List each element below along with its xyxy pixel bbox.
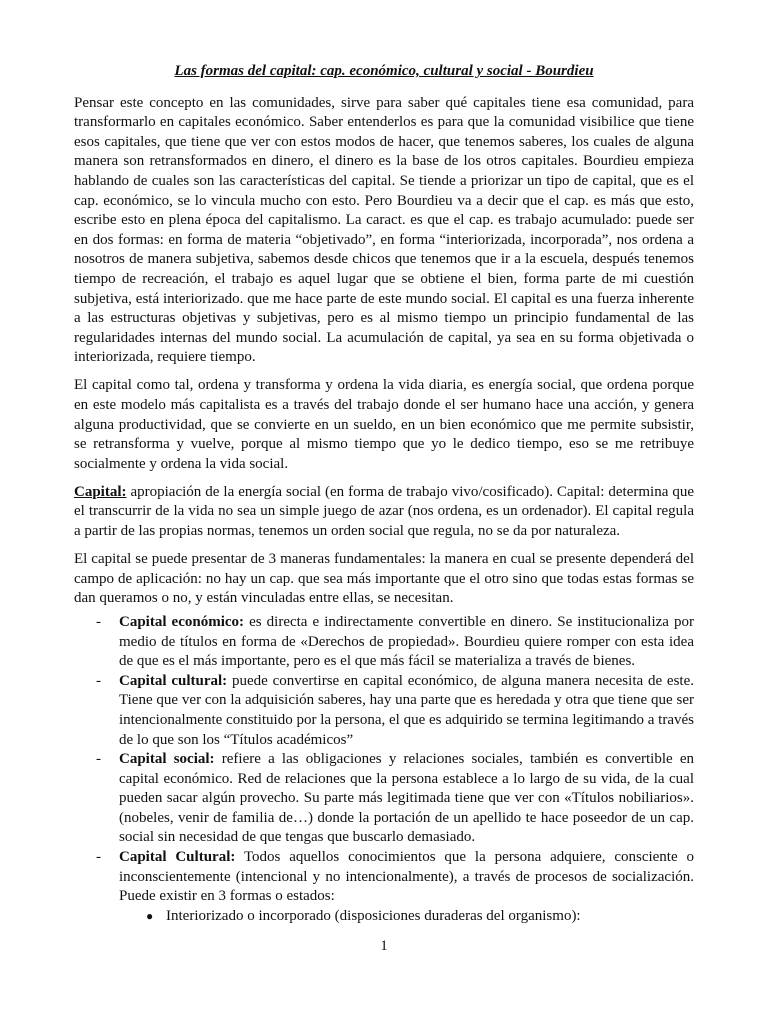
document-page: [74, 62, 694, 926]
bullet-icon: ●: [146, 908, 154, 923]
sub-list-item-text: Interiorizado o incorporado (disposiciones duraderas del organismo):: [166, 907, 581, 924]
list-item-term: Capital Cultural:: [119, 849, 236, 866]
list-dash-marker: -: [96, 849, 101, 866]
list-item-term: Capital cultural:: [119, 672, 228, 689]
list-item-cultural-capital-states: [74, 848, 694, 907]
list-dash-marker: -: [96, 751, 101, 768]
sub-list-item-interiorized: [74, 907, 694, 927]
list-item-cultural-capital: [74, 672, 694, 750]
list-item-social-capital: [74, 750, 694, 848]
page-number: 1: [380, 938, 388, 954]
definition-term: Capital:: [74, 483, 127, 500]
document-title: Las formas del capital: cap. económico, cultural y social - Bourdieu: [174, 63, 594, 79]
capital-types-list: [74, 613, 694, 907]
list-item-term: Capital económico:: [119, 613, 245, 630]
list-item-text: es directa e indirectamente convertible en dinero. Se institucionaliza por medio de títulos en forma de «Derechos de propiedad». Bourdieu quiere romper con esta idea de que es el más importante, pero es el que más fácil se materializa a través de bienes.: [119, 613, 694, 670]
list-item-text: puede convertirse en capital económico, de alguna manera necesita de este. Tiene que ver con la adquisición saberes, hay una parte que es heredada y otra que tiene que ser intencionalmente constituido por la persona, el que es adquirido se termina legitimando a través de lo que son los “Títulos académicos”: [119, 672, 694, 748]
paragraph-capital-definition: [74, 483, 694, 542]
list-item-term: Capital social:: [119, 751, 215, 768]
paragraph-three-forms: El capital se puede presentar de 3 maneras fundamentales: la manera en cual se presente dependerá del campo de aplicación: no hay un cap. que sea más importante que el otro sino que todas estas formas se dan queramos o no, y están vinculadas entre ellas, se necesitan.: [74, 551, 694, 607]
list-dash-marker: -: [96, 672, 101, 689]
paragraph-social-energy: El capital como tal, ordena y transforma y ordena la vida diaria, es energía social, que ordena porque en este modelo más capitalista es a través del trabajo donde el ser humano hace una acción, y genera alguna productividad, que se convierte en un sueldo, en un bien económico que me permite subsistir, se retransforma y vuelve, porque al mismo tiempo que yo le dedico tiempo, eso se me retribuye socialmente y ordena la vida social.: [74, 377, 694, 472]
list-item-text: refiere a las obligaciones y relaciones sociales, también es convertible en capital económico. Red de relaciones que la persona establece a lo largo de su vida, de la cual pueden sacar algún provecho. Su parte más legitimada tiene que ver con «Títulos nobiliarios». (nobeles, venir de familia de…) donde la portación de un apellido te hace poseedor de un cap. social sin necesidad de que tengas que buscarlo demasiado.: [119, 751, 694, 846]
paragraph-concept: Pensar este concepto en las comunidades, sirve para saber qué capitales tiene esa comunidad, para transformarlo en capitales económico. Saber entenderlos es para que la comunidad visibilice que tiene esos capitales, que tiene que ver con estos modos de hacer, que tenemos saberes, los cuales de alguna manera son retransformados en dinero, el dinero es la base de los otros capitales. Bourdieu empieza hablando de cuales son las características del capital. Se tiende a priorizar un tipo de capital, que es el cap. económico, se lo vincula mucho con esto. Pero Bourdieu va a decir que el cap. es más que esto, escribe esto en plena época del capitalismo. La caract. es que el cap. es trabajo acumulado: puede ser en dos formas: en forma de materia “objetivado”, en forma “interiorizada, incorporada”, nos ordena a nosotros de manera subjetiva, sabemos desde chicos que tenemos que ir a la escuela, después tenemos tiempo de recreación, el trabajo es aquel lugar que se obtiene el bien, forma parte de mi cuestión subjetiva, está interiorizado. que me hace parte de este mundo social. El capital es una fuerza inherente a las estructuras objetivas y subjetivas, pero es al mismo tiempo un principio fundamental de las regularidades internas del mundo social. La acumulación de capital, ya sea en su forma objetivada o interiorizada, requiere tiempo.: [74, 94, 694, 366]
cultural-states-list: [74, 907, 694, 927]
list-item-text: Todos aquellos conocimientos que la persona adquiere, consciente o inconscientemente (intencional y no intencionalmente), a través de procesos de socialización. Puede existir en 3 formas o estados:: [119, 849, 694, 905]
list-dash-marker: -: [96, 613, 101, 630]
list-item-economic-capital: [74, 613, 694, 672]
definition-text: apropiación de la energía social (en forma de trabajo vivo/cosificado). Capital: determina que el transcurrir de la vida no sea un simple juego de azar (nos ordena, es un ordenador). El capital regula a partir de las propias normas, tenemos un orden social que regula, no se da por naturaleza.: [74, 483, 694, 540]
